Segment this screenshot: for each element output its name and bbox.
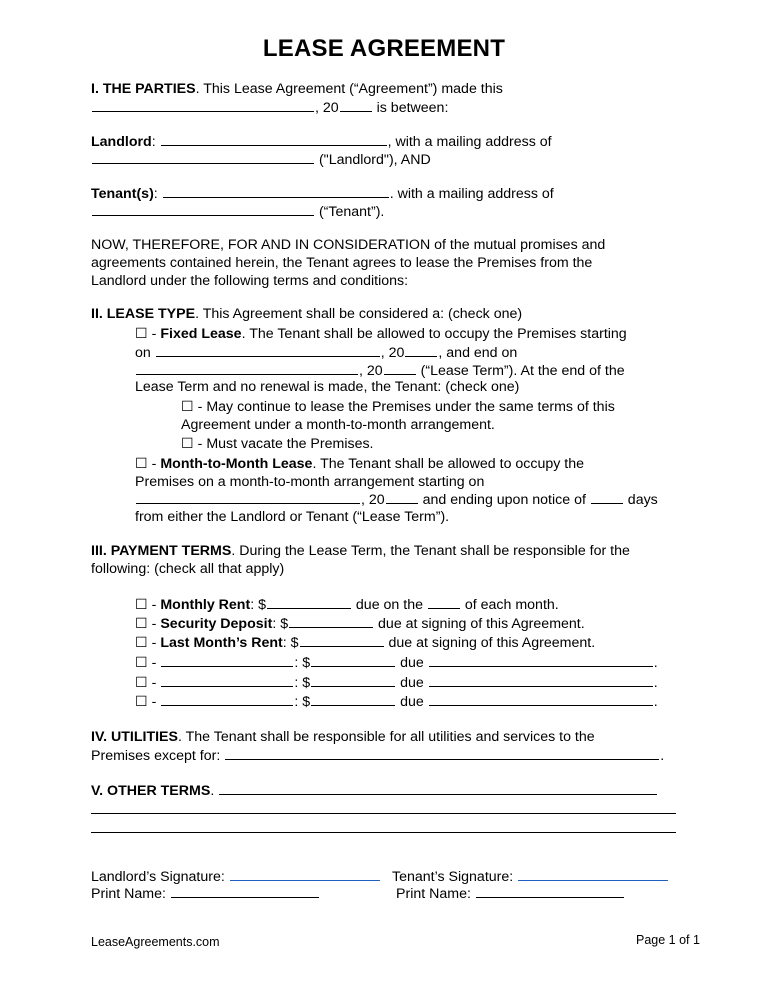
- monthly-rent-checkbox[interactable]: ☐: [135, 597, 148, 613]
- mtm-lease-label: Month-to-Month Lease: [160, 456, 313, 472]
- tenant-label: Tenant(s): [91, 186, 154, 202]
- landlord-label: Landlord: [91, 134, 152, 150]
- tenant-line-2: [91, 202, 384, 221]
- tenant-print-name-line: Print Name:: [396, 884, 625, 903]
- renewal-option-1-line-2: Agreement under a month-to-month arrangement.: [181, 417, 495, 433]
- last-month-rent-amount-field[interactable]: [300, 633, 384, 647]
- consideration-line-2: agreements contained herein, the Tenant agrees to lease the Premises from the: [91, 255, 593, 271]
- agreement-date-field[interactable]: [92, 98, 314, 112]
- landlord-print-name-field[interactable]: [171, 884, 319, 898]
- custom-payment-checkbox[interactable]: ☐: [135, 655, 148, 671]
- utilities-line-1: IV. UTILITIES. The Tenant shall be responsible for all utilities and services to the: [91, 729, 595, 745]
- fixed-end-date-field[interactable]: [136, 361, 358, 375]
- other-terms-heading: V. OTHER TERMS: [91, 783, 211, 799]
- mtm-lease-line-2: Premises on a month-to-month arrangement starting on: [135, 474, 485, 490]
- custom-payment-checkbox[interactable]: ☐: [135, 694, 148, 710]
- lease-type-heading: II. LEASE TYPE: [91, 306, 196, 322]
- consideration-line-3: Landlord under the following terms and conditions:: [91, 273, 409, 289]
- fixed-lease-text: . The Tenant shall be allowed to occupy the Premises starting: [241, 326, 627, 342]
- renewal-option-1-checkbox[interactable]: ☐: [181, 399, 194, 415]
- landlord-line-2: [91, 150, 431, 169]
- consideration-line-1: NOW, THEREFORE, FOR AND IN CONSIDERATION of the mutual promises and: [91, 237, 606, 253]
- security-deposit-amount-field[interactable]: [289, 614, 373, 628]
- parties-heading: I. THE PARTIES: [91, 81, 196, 97]
- parties-line-2: [91, 98, 448, 117]
- parties-line-1: [91, 80, 503, 98]
- tenant-name-field[interactable]: [163, 184, 389, 198]
- last-month-rent-row: ☐ - Last Month’s Rent: $ due at signing of this Agreement.: [135, 635, 596, 651]
- landlord-address-field[interactable]: [92, 150, 314, 164]
- custom-payment-row: ☐ - : $ due .: [135, 655, 658, 671]
- custom-payment-label-field[interactable]: [161, 653, 293, 667]
- utilities-heading: IV. UTILITIES: [91, 729, 178, 745]
- landlord-print-name-line: Print Name:: [91, 884, 320, 903]
- renewal-option-1-line-1: ☐ - May continue to lease the Premises under the same terms of this: [181, 399, 615, 415]
- custom-payment-label-field[interactable]: [161, 673, 293, 687]
- custom-payment-row: ☐ - : $ due .: [135, 694, 658, 710]
- tenant-signature-line: Tenant’s Signature:: [392, 867, 669, 886]
- mtm-start-year-field[interactable]: [386, 490, 418, 504]
- agreement-year-field[interactable]: [340, 98, 372, 112]
- other-terms-extra-line[interactable]: [91, 813, 676, 814]
- utilities-exceptions-field[interactable]: [225, 746, 659, 760]
- fixed-start-date-field[interactable]: [156, 343, 380, 357]
- mtm-lease-line-1: ☐ - Month-to-Month Lease. The Tenant shall be allowed to occupy the: [135, 456, 585, 472]
- monthly-rent-row: ☐ - Monthly Rent: $ due on the of each month.: [135, 597, 559, 613]
- fixed-lease-line-1: ☐ - Fixed Lease. The Tenant shall be allowed to occupy the Premises starting: [135, 326, 627, 342]
- footer-page-number: Page 1 of 1: [636, 933, 700, 947]
- renewal-option-2: ☐ - Must vacate the Premises.: [181, 436, 374, 452]
- tenant-address-text: . with a mailing address of: [389, 186, 554, 202]
- fixed-lease-line-2: on , 20 , and end on: [135, 345, 518, 361]
- fixed-lease-line-3: , 20 (“Lease Term”). At the end of the: [135, 361, 625, 380]
- parties-year-prefix: , 20: [315, 100, 339, 116]
- landlord-suffix: ("Landlord"), AND: [315, 152, 431, 168]
- custom-payment-due-field[interactable]: [429, 673, 653, 687]
- other-terms-field[interactable]: [219, 781, 657, 795]
- renewal-option-2-checkbox[interactable]: ☐: [181, 436, 194, 452]
- security-deposit-checkbox[interactable]: ☐: [135, 616, 148, 632]
- custom-payment-checkbox[interactable]: ☐: [135, 675, 148, 691]
- mtm-start-date-field[interactable]: [136, 490, 360, 504]
- monthly-rent-day-field[interactable]: [428, 595, 460, 609]
- landlord-address-text: , with a mailing address of: [387, 134, 552, 150]
- monthly-rent-amount-field[interactable]: [267, 595, 351, 609]
- lease-type-line: [91, 305, 522, 323]
- custom-payment-label-field[interactable]: [161, 692, 293, 706]
- tenant-signature-field[interactable]: [518, 867, 668, 881]
- custom-payment-due-field[interactable]: [429, 653, 653, 667]
- landlord-signature-field[interactable]: [230, 867, 380, 881]
- custom-payment-amount-field[interactable]: [311, 653, 395, 667]
- fixed-lease-line-4: Lease Term and no renewal is made, the Tenant: (check one): [135, 379, 520, 395]
- fixed-lease-label: Fixed Lease: [160, 326, 242, 342]
- last-month-rent-checkbox[interactable]: ☐: [135, 635, 148, 651]
- custom-payment-amount-field[interactable]: [311, 673, 395, 687]
- mtm-lease-line-4: from either the Landlord or Tenant (“Lease Term”).: [135, 509, 450, 525]
- landlord-name-field[interactable]: [161, 132, 387, 146]
- tenant-print-name-field[interactable]: [476, 884, 624, 898]
- parties-text: . This Lease Agreement (“Agreement”) made this: [195, 81, 503, 97]
- utilities-line-2: Premises except for: .: [91, 748, 665, 764]
- parties-between: is between:: [372, 100, 449, 116]
- payment-line-1: III. PAYMENT TERMS. During the Lease Term, the Tenant shall be responsible for the: [91, 543, 630, 559]
- notice-days-field[interactable]: [591, 490, 623, 504]
- tenant-line-1: Tenant(s): . with a mailing address of: [91, 186, 554, 202]
- mtm-lease-line-3: , 20 and ending upon notice of days: [135, 490, 658, 509]
- tenant-address-field[interactable]: [92, 202, 314, 216]
- landlord-line-1: Landlord: , with a mailing address of: [91, 134, 552, 150]
- tenant-suffix: (“Tenant”).: [315, 204, 385, 220]
- landlord-signature-line: Landlord’s Signature:: [91, 867, 381, 886]
- lease-type-intro: . This Agreement shall be considered a: (check one): [195, 306, 523, 322]
- fixed-lease-checkbox[interactable]: ☐: [135, 326, 148, 342]
- custom-payment-due-field[interactable]: [429, 692, 653, 706]
- other-terms-line: V. OTHER TERMS.: [91, 781, 658, 800]
- footer-site: LeaseAgreements.com: [91, 935, 220, 949]
- custom-payment-row: ☐ - : $ due .: [135, 675, 658, 691]
- custom-payment-amount-field[interactable]: [311, 692, 395, 706]
- mtm-lease-checkbox[interactable]: ☐: [135, 456, 148, 472]
- payment-heading: III. PAYMENT TERMS: [91, 543, 232, 559]
- payment-line-2: following: (check all that apply): [91, 561, 285, 577]
- fixed-end-year-field[interactable]: [384, 361, 416, 375]
- other-terms-extra-line[interactable]: [91, 832, 676, 833]
- security-deposit-row: ☐ - Security Deposit: $ due at signing of this Agreement.: [135, 616, 585, 632]
- document-title: LEASE AGREEMENT: [262, 35, 506, 62]
- fixed-start-year-field[interactable]: [405, 343, 437, 357]
